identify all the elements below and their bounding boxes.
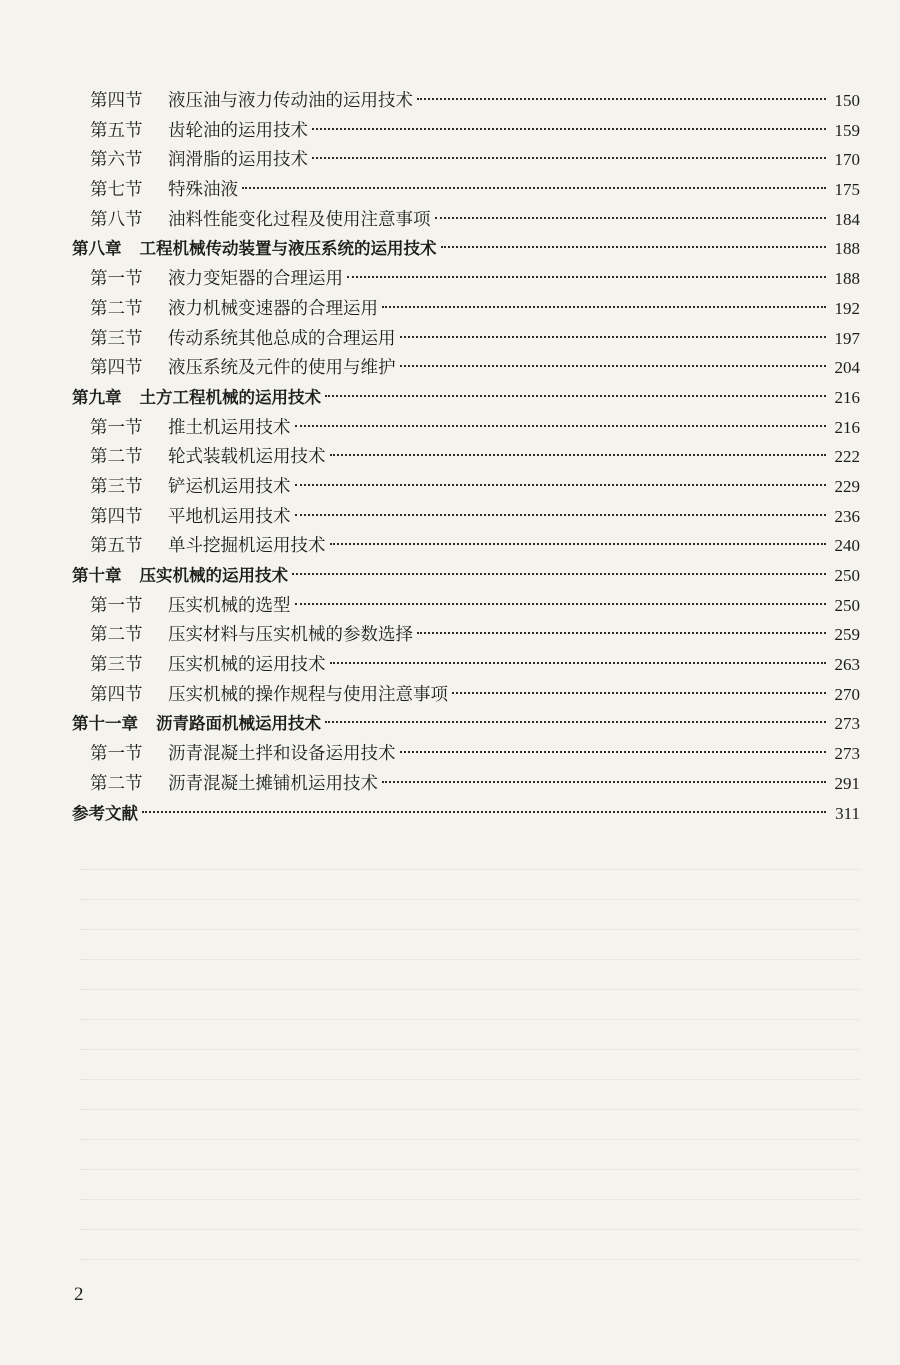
dot-leader	[417, 98, 826, 100]
dot-leader	[295, 425, 827, 427]
section-number: 第五节	[90, 536, 143, 557]
chapter-title: 参考文献	[72, 803, 138, 823]
section-title: 压实机械的操作规程与使用注意事项	[168, 684, 448, 705]
toc-page-number: 273	[834, 714, 860, 734]
section-number: 第四节	[90, 506, 143, 527]
section-title: 液压油与液力传动油的运用技术	[168, 91, 413, 111]
toc-page-number: 175	[834, 180, 860, 200]
toc-section-row	[72, 472, 860, 502]
dot-leader	[382, 306, 826, 308]
section-title: 铲运机运用技术	[168, 476, 291, 497]
toc-page-number: 150	[834, 91, 860, 110]
dot-leader	[382, 781, 826, 783]
section-number: 第八节	[90, 209, 143, 230]
section-title: 液力变矩器的合理运用	[168, 269, 343, 290]
section-number: 第二节	[90, 773, 143, 794]
toc-section-row	[72, 264, 860, 294]
toc-section-row	[72, 620, 860, 650]
toc-page-number: 240	[834, 536, 860, 556]
dot-leader	[417, 632, 826, 634]
toc-section-row	[72, 294, 860, 324]
section-number: 第三节	[90, 476, 143, 497]
toc-page-number: 170	[834, 150, 860, 170]
chapter-title: 压实机械的运用技术	[139, 566, 288, 585]
section-number: 第一节	[90, 744, 143, 765]
section-title: 单斗挖掘机运用技术	[168, 536, 326, 557]
dot-leader	[400, 336, 827, 338]
dot-leader	[142, 811, 826, 813]
toc-page-number: 188	[834, 269, 860, 289]
section-title: 油料性能变化过程及使用注意事项	[168, 209, 431, 230]
table-of-contents	[72, 86, 860, 828]
section-number: 第四节	[90, 91, 143, 111]
dot-leader	[312, 157, 826, 159]
chapter-number: 第九章	[72, 387, 122, 407]
toc-page-number: 229	[834, 476, 860, 496]
section-number: 第四节	[90, 684, 143, 705]
chapter-number: 第八章	[72, 239, 122, 259]
toc-page-number: 159	[834, 120, 860, 140]
section-title: 特殊油液	[168, 180, 238, 201]
toc-section-row	[72, 769, 860, 799]
dot-leader	[295, 484, 827, 486]
toc-section-row	[72, 353, 860, 383]
section-number: 第一节	[90, 417, 143, 438]
section-number: 第五节	[90, 120, 143, 141]
toc-section-row	[72, 86, 860, 116]
section-title: 平地机运用技术	[168, 506, 291, 527]
toc-page-number: 270	[834, 684, 860, 704]
section-title: 压实机械的运用技术	[168, 655, 326, 676]
section-title: 液力机械变速器的合理运用	[168, 298, 378, 319]
section-title: 润滑脂的运用技术	[168, 150, 308, 171]
toc-page-number: 263	[834, 655, 860, 675]
section-number: 第二节	[90, 447, 143, 468]
toc-section-row	[72, 650, 860, 680]
toc-section-row	[72, 324, 860, 354]
dot-leader	[347, 276, 826, 278]
toc-section-row	[72, 591, 860, 621]
dot-leader	[441, 246, 827, 248]
chapter-title: 土方工程机械的运用技术	[139, 387, 321, 407]
section-number: 第二节	[90, 298, 143, 319]
section-title: 轮式装载机运用技术	[168, 447, 326, 468]
section-number: 第一节	[90, 595, 143, 616]
section-title: 沥青混凝土摊铺机运用技术	[168, 773, 378, 794]
section-title: 齿轮油的运用技术	[168, 120, 308, 141]
chapter-number: 第十章	[72, 566, 122, 585]
show-through-ghost	[80, 840, 860, 1270]
dot-leader	[435, 217, 827, 219]
toc-section-row	[72, 531, 860, 561]
toc-page-number: 259	[834, 625, 860, 645]
toc-section-row	[72, 116, 860, 146]
toc-page-number: 184	[834, 209, 860, 229]
toc-page-number: 188	[834, 239, 860, 259]
toc-page-number: 192	[834, 298, 860, 318]
dot-leader	[325, 721, 826, 723]
toc-chapter-row	[72, 234, 860, 264]
dot-leader	[330, 454, 827, 456]
section-title: 压实材料与压实机械的参数选择	[168, 625, 413, 646]
toc-page-number: 216	[834, 387, 860, 407]
dot-leader	[400, 751, 827, 753]
toc-section-row	[72, 502, 860, 532]
toc-section-row	[72, 175, 860, 205]
dot-leader	[330, 662, 827, 664]
section-title: 推土机运用技术	[168, 417, 291, 438]
toc-page-number: 216	[834, 417, 860, 437]
dot-leader	[295, 514, 827, 516]
toc-chapter-row	[72, 799, 860, 829]
toc-section-row	[72, 442, 860, 472]
section-number: 第三节	[90, 655, 143, 676]
toc-page-number: 197	[834, 328, 860, 348]
toc-chapter-row	[72, 383, 860, 413]
toc-page-number: 204	[834, 358, 860, 378]
dot-leader	[312, 128, 826, 130]
section-title: 液压系统及元件的使用与维护	[168, 358, 396, 379]
dot-leader	[292, 573, 826, 575]
toc-section-row	[72, 739, 860, 769]
section-number: 第三节	[90, 328, 143, 349]
section-number: 第六节	[90, 150, 143, 171]
dot-leader	[330, 543, 827, 545]
chapter-title: 沥青路面机械运用技术	[156, 714, 321, 734]
section-title: 沥青混凝土拌和设备运用技术	[168, 744, 396, 765]
toc-page-number: 236	[834, 506, 860, 526]
dot-leader	[400, 365, 827, 367]
section-number: 第一节	[90, 269, 143, 290]
toc-page-number: 311	[835, 803, 860, 823]
dot-leader	[452, 692, 826, 694]
toc-page-number: 250	[834, 595, 860, 615]
dot-leader	[295, 603, 827, 605]
section-number: 第二节	[90, 625, 143, 646]
section-title: 传动系统其他总成的合理运用	[168, 328, 396, 349]
chapter-number: 第十一章	[72, 714, 138, 734]
toc-chapter-row	[72, 561, 860, 591]
page-number: 2	[74, 1284, 84, 1305]
toc-page-number: 250	[834, 566, 860, 585]
toc-section-row	[72, 205, 860, 235]
toc-section-row	[72, 145, 860, 175]
section-title: 压实机械的选型	[168, 595, 291, 616]
dot-leader	[325, 395, 826, 397]
toc-chapter-row	[72, 709, 860, 739]
toc-page-number: 273	[834, 744, 860, 764]
toc-page-number: 291	[834, 773, 860, 793]
section-number: 第四节	[90, 358, 143, 379]
toc-section-row	[72, 680, 860, 710]
chapter-title: 工程机械传动装置与液压系统的运用技术	[139, 239, 437, 259]
toc-page-number: 222	[834, 447, 860, 467]
section-number: 第七节	[90, 180, 143, 201]
toc-section-row	[72, 413, 860, 443]
dot-leader	[242, 187, 826, 189]
